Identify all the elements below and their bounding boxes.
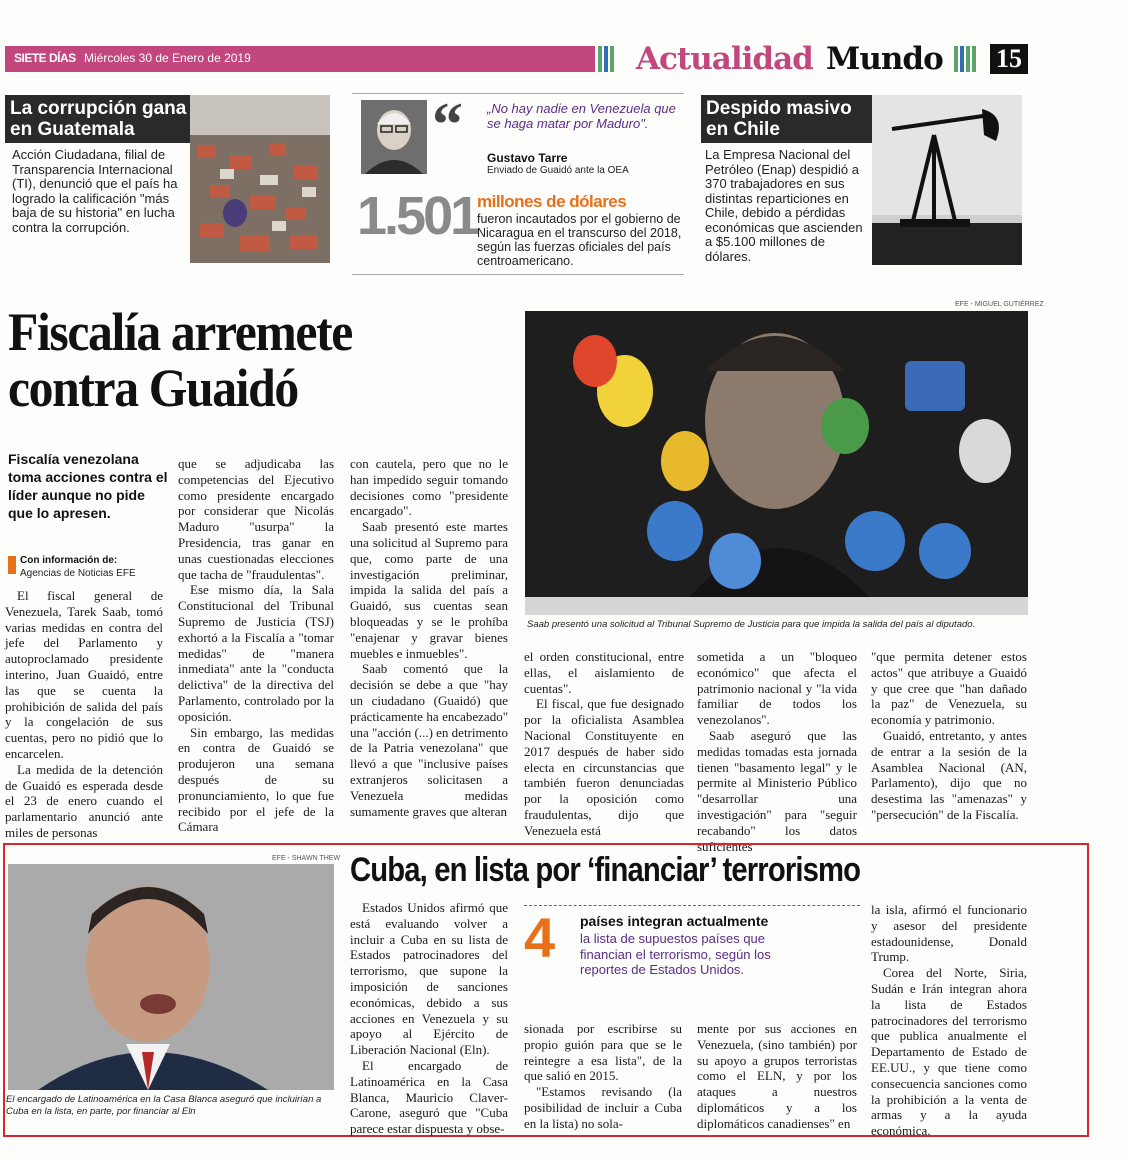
- section-title: Actualidad: [636, 41, 813, 77]
- paragraph: El fiscal general de Venezuela, Tarek Saab, tomó varias medidas en contra del jefe del Parlamento y autoproclamado presidente interino, Juan Guaidó, entre las que se cuenta la prohibición de salida del país y la congelación de sus cuentas, pero no pidió que lo encarcelen.: [5, 588, 163, 761]
- section-subtitle: Mundo: [826, 41, 943, 77]
- paragraph: el orden constitucional, entre ellas, el aislamiento de cuentas".: [524, 649, 684, 696]
- quote-author: Gustavo Tarre: [487, 151, 568, 165]
- stat-divider: [524, 905, 860, 907]
- cuba-stat-number: 4: [524, 906, 556, 969]
- guatemala-photo: [190, 95, 330, 263]
- main-column-4: [524, 649, 684, 839]
- paragraph: mente por sus acciones en Venezuela, (sino también) por su apoyo a grupos terroristas como el ELN, y por los ataques a nuestros diplomáticos y a los diplomáticos canadienses" en: [697, 1021, 857, 1131]
- paragraph: Sin embargo, las medidas en contra de Guaidó se produjeron una semana después de su pronunciamiento, lo que fue recibido por el jefe de la Cámara: [178, 724, 334, 835]
- source-marker: [8, 556, 16, 574]
- quote-author-role: Enviado de Guaidó ante la OEA: [487, 165, 629, 176]
- paragraph: Corea del Norte, Siria, Sudán e Irán integran ahora la lista de Estados patrocinadores del terrorismo que publica anualmente el Departamento de Estado de EE.UU., y que tiene como consecuencia sanciones como la prohibición a la venta de armas y a la ayuda económica.: [871, 965, 1027, 1139]
- cuba-photo-caption: El encargado de Latinoamérica en la Casa Blanca aseguró que incluirían a Cuba en la lista, en parte, por financiar al Eln: [6, 1094, 322, 1117]
- header-stripe: [960, 46, 964, 72]
- paragraph: "Estamos revisando (la posibilidad de incluir a Cuba en la lista) no sola-: [524, 1084, 682, 1131]
- header-stripe: [604, 46, 608, 72]
- source-label: Con información de:: [20, 555, 118, 566]
- paragraph: Saab comentó que la decisión se debe a que "hay un ciudadano (Guaidó) que prácticamente ha encabezado" una "acción (...) en detrimento de la Patria venezolana" que llevó a que "inclusive países extranjeros solicitasen a Venezuela medidas sumamente graves que alteran: [350, 661, 508, 819]
- paragraph: sionada por escribirse su propio guión para que se le reintegre a esa lista", de la que salió en 2015.: [524, 1021, 682, 1084]
- main-headline: Fiscalía arremete contra Guaidó: [8, 302, 352, 418]
- cuba-column-1: [350, 900, 508, 1137]
- guatemala-title: La corrupción gana en Guatemala: [5, 95, 193, 143]
- quote-text: „No hay nadie en Venezuela que se haga matar por Maduro".: [487, 101, 676, 131]
- brand-name: SIETE DÍAS: [14, 51, 76, 65]
- paragraph: sometida a un "bloqueo económico" que afecta el patrimonio nacional y "la vida familiar de todos los venezolanos".: [697, 649, 857, 728]
- page-number: 15: [990, 44, 1028, 74]
- paragraph: Ese mismo día, la Sala Constitucional del Tribunal Supremo de Justicia (TSJ) exhortó a la Fiscalía a "tomar medidas" de "manera inmediata" ante la "conducta delictiva" de la directiva del Parlamento, controlado por la oposición.: [178, 582, 334, 724]
- paragraph: la isla, afirmó el funcionario y asesor del presidente estadounidense, Donald Trump.: [871, 902, 1027, 965]
- paragraph: Saab aseguró que las medidas tomadas esta jornada tienen "basamento legal" y le permite al Ministerio Público "desarrollar una investigación" para "seguir recabando" los datos suficientes: [697, 727, 857, 854]
- main-photo: [525, 311, 1028, 615]
- main-column-5: [697, 649, 857, 854]
- paragraph: Saab presentó este martes una solicitud al Supremo para que, como parte de una investigación preliminar, impida la salida del país a Guaidó, sus cuentas sean bloqueadas y se le prohíba "enajenar y gravar bienes muebles e inmuebles".: [350, 519, 508, 661]
- header-stripe: [972, 46, 976, 72]
- chile-body: La Empresa Nacional del Petróleo (Enap) despidió a 370 trabajadores en sus distintas reparticiones en Chile, debido a pérdidas económicas que ascienden a $5.100 millones de dólares.: [705, 147, 863, 264]
- main-column-3: [350, 456, 508, 819]
- header-stripe: [954, 46, 958, 72]
- main-column-6: [871, 649, 1027, 823]
- cuba-headline: Cuba, en lista por ‘financiar’ terrorismo: [350, 851, 861, 889]
- stat-label: millones de dólares: [477, 192, 627, 211]
- quote-mark-icon: “: [432, 91, 463, 159]
- source-value: Agencias de Noticias EFE: [20, 568, 136, 579]
- cuba-column-2: [524, 1021, 682, 1132]
- tarre-photo: [361, 100, 427, 174]
- cuba-column-3: [697, 1021, 857, 1132]
- chile-photo: [872, 95, 1022, 265]
- cuba-stat-text: la lista de supuestos países que financian el terrorismo, según los reportes de Estados Unidos.: [580, 931, 771, 977]
- paragraph: que se adjudicaba las competencias del Ejecutivo como presidente encargado por considerar que Nicolás Maduro "usurpa" la Presidencia, tras ganar en unas cuestionadas elecciones que tacha de "fraudulentas".: [178, 456, 334, 582]
- header-stripe: [598, 46, 602, 72]
- header-stripe: [966, 46, 970, 72]
- cuba-photo-credit: EFE - SHAWN THEW: [272, 855, 341, 862]
- paragraph: Guaidó, entretanto, y antes de entrar a la sesión de la Asamblea Nacional (AN, Parlamento), dijo que no desestima las "amenazas" y "persecución" de la Fiscalía.: [871, 727, 1027, 822]
- guatemala-body: Acción Ciudadana, filial de Transparencia Internacional (TI), denunció que el país ha logrado la calificación "más baja de su historia" en lucha contra la corrupción.: [12, 147, 178, 235]
- stat-number: 1.501: [357, 186, 478, 246]
- photo-caption: Saab presentó una solicitud al Tribunal Supremo de Justicia para que impida la salida del país al diputado.: [527, 619, 976, 630]
- paragraph: con cautela, pero que no le han impedido seguir tomando decisiones como "presidente encargado".: [350, 456, 508, 519]
- main-deck: Fiscalía venezolana toma acciones contra el líder aunque no pide que lo apresen.: [8, 451, 168, 521]
- paragraph: El encargado de Latinoamérica en la Casa Blanca, Mauricio Claver-Carone, aseguró que "Cuba parece estar dispuesta y obse-: [350, 1057, 508, 1137]
- paragraph: La medida de la detención de Guaidó es esperada desde el 23 de enero cuando el parlamentario anunció ante miles de personas: [5, 761, 163, 840]
- paragraph: Estados Unidos afirmó que está evaluando volver a incluir a Cuba en su lista de Estados patrocinadores del terrorismo, que supone la imposición de sanciones económicas, debido a sus acciones en Venezuela y su apoyo al Ejército de Liberación Nacional (Eln).: [350, 900, 508, 1058]
- paragraph: "que permita detener estos actos" que atribuye a Guaidó y que cree que "han dañado la paz" de Venezuela, su economía y patrimonio.: [871, 649, 1027, 728]
- issue-date: Miércoles 30 de Enero de 2019: [84, 51, 251, 65]
- cuba-stat-title: países integran actualmente: [580, 913, 769, 929]
- main-column-1: [5, 588, 163, 841]
- cuba-column-4: [871, 902, 1027, 1139]
- photo-credit: EFE - MIGUEL GUTIÉRREZ: [955, 301, 1044, 308]
- chile-title: Despido masivo en Chile: [701, 95, 873, 143]
- header-stripe: [610, 46, 614, 72]
- paragraph: El fiscal, que fue designado por la oficialista Asamblea Nacional Constituyente en 2017 después de haber sido electa en circunstancias que también fueron denunciadas por la oposición como fraudulentas, dijo que Venezuela está: [524, 696, 684, 838]
- cuba-photo: [8, 864, 334, 1090]
- main-column-2: [178, 456, 334, 835]
- stat-text: fueron incautados por el gobierno de Nicaragua en el transcurso del 2018, según las fuerzas oficiales del país centroamericano.: [477, 212, 682, 268]
